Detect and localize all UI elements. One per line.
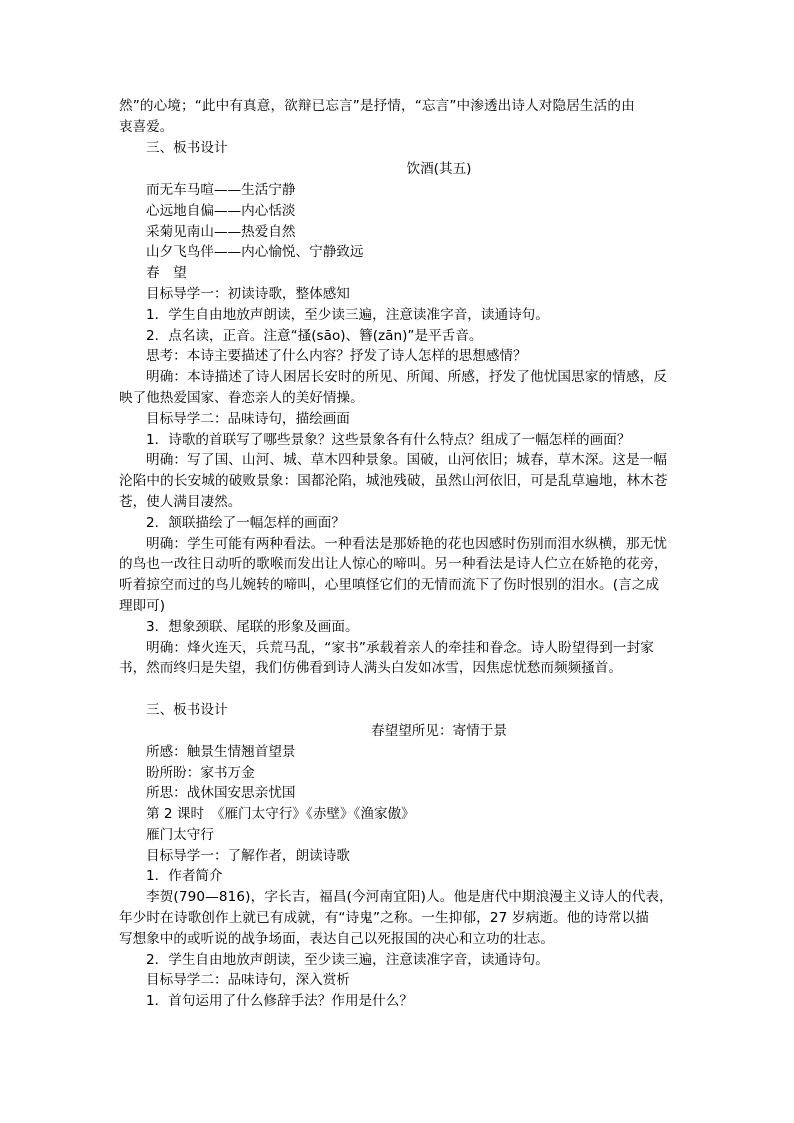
poem-title: 春 望 (146, 265, 187, 281)
text-line: 目标导学二：品味诗句，描绘画面 (146, 411, 350, 427)
poem-title: 春望望所见：寄情于景 (371, 723, 507, 739)
poem-title: 雁门太守行 (146, 827, 214, 843)
text-line: 书，然而终归是失望，我们仿佛看到诗人满头白发如冰雪，因焦虑忧愁而频频搔首。 (119, 660, 622, 676)
text-line: 年少时在诗歌创作上就已有成就，有“诗鬼”之称。一生抑郁，27 岁病逝。他的诗常以描 (119, 910, 649, 926)
text-line: 李贺(790—816)，字长吉，福昌(今河南宜阳)人。他是唐代中期浪漫主义诗人的代表， (146, 889, 673, 905)
text-line: 目标导学一：初读诗歌，整体感知 (146, 286, 350, 302)
text-line: 目标导学一：了解作者，朗读诗歌 (146, 848, 350, 864)
text-line: 1．首句运用了什么修辞手法？作用是什么？ (146, 993, 413, 1009)
text-line: 采菊见南山——热爱自然 (146, 224, 296, 240)
text-line: 的鸟也一改往日动听的歌喉而发出让人惊心的啼叫。另一种看法是诗人伫立在娇艳的花旁， (119, 556, 668, 572)
text-line: 1．学生自由地放声朗读，至少读三遍，注意读准字音，读通诗句。 (146, 307, 549, 323)
text-line: 明确：烽火连天，兵荒马乱，“家书”承载着亲人的牵挂和眷念。诗人盼望得到一封家 (146, 640, 655, 656)
text-line: 映了他热爱国家、眷恋亲人的美好情操。 (119, 390, 364, 406)
text-line: 心远地自偏——内心恬淡 (146, 203, 296, 219)
text-line: 山夕飞鸟伴——内心愉悦、宁静致远 (146, 244, 364, 260)
text-line: 所思：战休国安思亲忧国 (146, 785, 296, 801)
text-line: 2．学生自由地放声朗读，至少读三遍，注意读准字音，读通诗句。 (146, 952, 549, 968)
text-line: 然”的心境；“此中有真意，欲辩已忘言”是抒情，“忘言”中渗透出诗人对隐居生活的由 (119, 98, 635, 114)
text-line: 明确：写了国、山河、城、草木四种景象。国破，山河依旧；城春，草木深。这是一幅 (146, 452, 668, 468)
text-line: 目标导学二：品味诗句，深入赏析 (146, 972, 350, 988)
text-line: 1．作者简介 (146, 868, 223, 884)
text-line: 明确：本诗描述了诗人困居长安时的所见、所闻、所感，抒发了他忧国思家的情感，反 (146, 369, 668, 385)
text-line: 所感：触景生情翘首望景 (146, 744, 296, 760)
text-line: 盼所盼：家书万金 (146, 765, 255, 781)
text-line: 苍，使人满目凄然。 (119, 494, 242, 510)
text-line: 2．颔联描绘了一幅怎样的画面？ (146, 515, 345, 531)
text-line: 沦陷中的长安城的破败景象：国都沦陷，城池残破，虽然山河依旧，可是乱草遍地，林木苍 (119, 473, 668, 489)
text-line: 衷喜爱。 (119, 119, 174, 135)
text-line: 3．想象颈联、尾联的形象及画面。 (146, 619, 359, 635)
text-line: 听着掠空而过的鸟儿婉转的啼叫，心里嗔怪它们的无情而流下了伤时恨别的泪水。(言之成 (119, 577, 660, 593)
text-line: 写想象中的或听说的战争场面，表达自己以死报国的决心和立功的壮志。 (119, 931, 554, 947)
text-line: 1．诗歌的首联写了哪些景象？这些景象各有什么特点？组成了一幅怎样的画面？ (146, 432, 631, 448)
text-line: 理即可) (119, 598, 166, 614)
section-heading: 三、板书设计 (146, 140, 228, 156)
lesson-heading: 第 2 课时 《雁门太守行》《赤壁》《渔家傲》 (146, 806, 415, 822)
section-heading: 三、板书设计 (146, 702, 228, 718)
poem-title: 饮酒(其五) (406, 161, 472, 177)
text-line: 明确：学生可能有两种看法。一种看法是那娇艳的花也因感时伤别而泪水纵横，那无忧 (146, 536, 668, 552)
text-line: 而无车马喧——生活宁静 (146, 182, 296, 198)
text-line: 2．点名读，正音。注意“搔(sāo)、簪(zān)”是平舌音。 (146, 328, 483, 344)
text-line: 思考：本诗主要描述了什么内容？抒发了诗人怎样的思想感情？ (146, 348, 527, 364)
